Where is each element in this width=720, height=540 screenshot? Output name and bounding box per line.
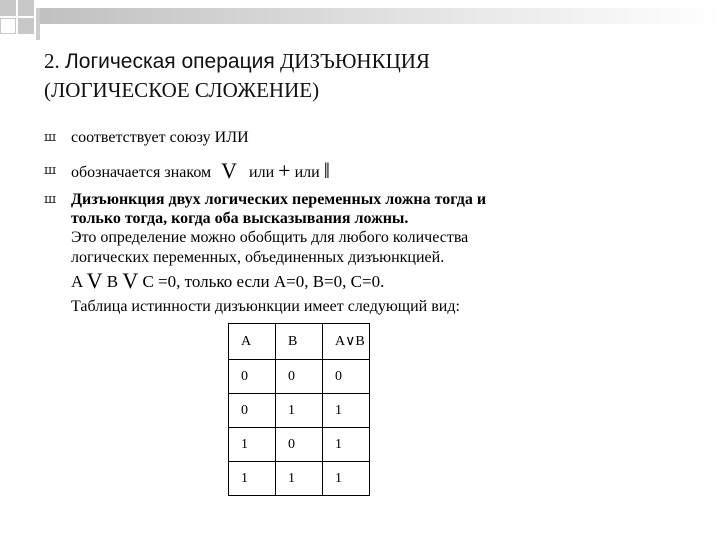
table-cell: 1 [323, 394, 370, 428]
plus-symbol: + [278, 158, 291, 183]
bullet-text-part: обозначается знаком [71, 164, 212, 181]
double-bar-symbol: ‖ [323, 158, 330, 183]
table-cell: 0 [276, 428, 323, 462]
decor-square [0, 0, 16, 16]
decor-square [18, 18, 34, 34]
table-intro [71, 297, 631, 317]
table-row [229, 428, 370, 462]
formula-var-a: A [71, 272, 83, 291]
table-header-row [229, 324, 370, 360]
disjunction-symbol: V [86, 268, 103, 293]
bullet-text: соответствует союзу ИЛИ [71, 129, 249, 146]
table-cell: 1 [323, 428, 370, 462]
definition-line: Дизъюнкция двух логических переменных ложна тогда и [71, 191, 487, 208]
table-cell: 0 [323, 360, 370, 394]
title-number: 2. [44, 49, 60, 73]
table-cell: 1 [276, 394, 323, 428]
bullet-text [71, 158, 671, 183]
decor-square [18, 0, 34, 12]
paragraph-line: Это определение можно обобщить для любого количества [71, 229, 469, 246]
table-header-cell: B [276, 324, 323, 360]
disjunction-symbol: V [221, 158, 238, 183]
definition-line: только тогда, когда оба высказывания ложны. [71, 210, 409, 227]
formula-line [71, 268, 631, 293]
paragraph-line: Таблица истинности дизъюнкции имеет следующий вид: [71, 298, 460, 315]
bullet-marker: ш [44, 192, 57, 207]
table-cell: 1 [229, 428, 276, 462]
table-cell: 0 [276, 360, 323, 394]
explanation-paragraph [71, 228, 631, 268]
table-cell: 1 [276, 462, 323, 496]
or-word: или [249, 164, 275, 181]
table-cell: 0 [229, 394, 276, 428]
title-serif-part: ДИЗЪЮНКЦИЯ [279, 49, 430, 73]
decor-square [0, 18, 16, 34]
truth-table [228, 323, 370, 496]
paragraph-line: логических переменных, объединенных дизъюнкцией. [71, 249, 445, 266]
bullet-marker: ш [44, 163, 57, 178]
table-header-cell: A∨B [323, 324, 370, 360]
title-sans-part: Логическая операция [65, 50, 275, 73]
or-word: или [294, 164, 320, 181]
table-row [229, 462, 370, 496]
formula-var-b: B [106, 272, 119, 291]
table-cell: 1 [323, 462, 370, 496]
table-row [229, 360, 370, 394]
table-cell: 1 [229, 462, 276, 496]
table-header-cell: A [229, 324, 276, 360]
formula-rest: C =0, только если A=0, B=0, C=0. [142, 272, 385, 291]
table-row [229, 394, 370, 428]
decor-divider [36, 8, 40, 40]
bullet-marker: ш [44, 130, 57, 145]
header-decoration [0, 0, 720, 40]
bullet-text [71, 190, 671, 228]
decor-bar [36, 8, 720, 24]
disjunction-symbol: V [122, 268, 139, 293]
slide-title [44, 47, 684, 105]
table-cell: 0 [229, 360, 276, 394]
title-line2: (ЛОГИЧЕСКОЕ СЛОЖЕНИЕ) [44, 78, 320, 102]
